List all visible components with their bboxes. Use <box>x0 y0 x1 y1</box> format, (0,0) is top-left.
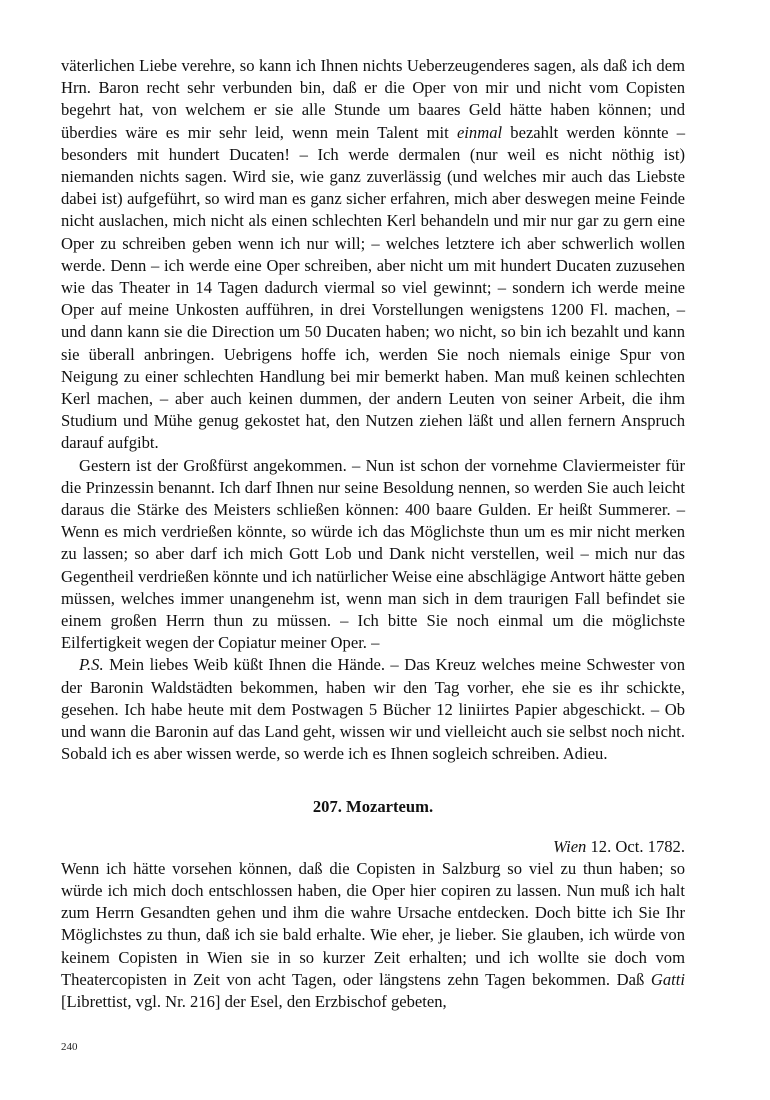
text-run: [Librettist, vgl. Nr. 216] der Esel, den Erzbischof gebeten, <box>61 991 447 1011</box>
postscript-label: P.S. <box>79 655 104 675</box>
date-text: 12. Oct. 1782. <box>586 836 685 856</box>
paragraph-letter-206-postscript <box>61 654 685 765</box>
emphasis-gatti: Gatti <box>650 969 685 989</box>
text-run: Wenn ich hätte vorsehen können, daß die Copisten in Salzburg so viel zu thun haben; so würde ich mich doch entschlossen haben, die Oper hier copiren zu lassen. Nun muß ich halt zum Herrn Gesandten gehen und ihm die wahre Ursache entdecken. Doch bitte ich Sie Ihr Möglichstes zu thun, daß ich sie bald erhalte. Wie eher, je lieber. Sie glauben, ich würde von keinem Copisten in Wien sie in so kurzer Zeit erhalten; und ich wollte sie doch vom Theatercopisten in Zeit von acht Tagen, oder längstens zehn Tagen bekommen. Daß <box>61 858 685 989</box>
paragraph-letter-206-1 <box>61 55 685 455</box>
page-text <box>61 55 685 1013</box>
letter-heading: 207. Mozarteum. <box>312 796 434 816</box>
text-run: bezahlt werden könnte – besonders mit hundert Ducaten! – Ich werde dermalen (nur weil es nicht nöthig ist) niemanden nichts sagen. Wird sie, wie ganz zuverlässig (und welches mir auch das Liebste dabei ist) aufgeführt, so wird man es ganz sicher erfahren, mich aber deswegen meine Feinde nicht auslachen, mich nicht als einen schlechten Kerl behandeln und mir nur gar zu gern eine Oper zu schreiben geben wenn ich nur will; – welches letztere ich aber schwerlich wollen werde. Denn – ich werde eine Oper schreiben, aber nicht um mit hundert Ducaten zuzusehen wie das Theater in 14 Tagen dadurch viermal so viel gewinnt; – sondern ich werde meine Oper auf meine Unkosten aufführen, in drei Vorstellungen wenigstens 1200 Fl. machen, – und dann kann sie die Direction um 50 Ducaten haben; wo nicht, so bin ich bezahlt und kann sie überall anbringen. Uebrigens hoffe ich, werden Sie noch niemals einige Spur von Neigung zu einer schlechten Handlung bei mir bemerkt haben. Man muß keinen schlechten Kerl machen, – aber auch keinen dummen, der andern Leuten von seiner Arbeit, die ihm Studium und Mühe genug gekostet hat, den Nutzen ziehen läßt und allen fernern Anspruch darauf aufgibt. <box>61 122 686 453</box>
paragraph-letter-206-2: Gestern ist der Großfürst angekommen. – Nun ist schon der vornehme Claviermeister für die Prinzessin benannt. Ich darf Ihnen nur seine Besoldung nennen, so werden Sie auch leicht daraus die Stärke des Meisters schließen können: 400 baare Gulden. Er heißt Summerer. – Wenn es mich verdrießen könnte, so würde ich das Möglichste thun um es mir nicht merken zu lassen; so aber darf ich mich Gott Lob und Dank nicht verstellen, weil – mich nur das Gegentheil verdrießen könnte und ich natürlicher Weise eine abschlägige Antwort hätte geben müssen, welches immer unangenehm ist, wenn man sich in dem traurigen Fall befindet sie einem großen Herrn thun zu müssen. – Ich bitte Sie noch einmal um die möglichste Eilfertigkeit wegen der Copiatur meiner Oper. – <box>61 455 685 653</box>
emphasis-einmal: einmal <box>456 122 503 142</box>
text-run: väterlichen Liebe verehre, so kann ich Ihnen nichts Ueberzeugenderes sagen, als daß ich dem Hrn. Baron recht sehr verbunden bin, daß er die Oper von mir und nicht vom Copisten begehrt hat, von welchem er sie alle Stunde um baares Geld hätte haben können; und überdies wäre es mir sehr leid, wenn mein Talent mit <box>61 56 685 142</box>
text-run: Mein liebes Weib küßt Ihnen die Hände. – Das Kreuz welches meine Schwester von der Baronin Waldstädten bekommen, haben wir den Tag vorher, ehe sie es ihr schickte, gesehen. Ich habe heute mit dem Postwagen 5 Bücher 12 liniirtes Papier abgeschickt. – Ob und wann die Baronin auf das Land geht, wissen wir und vielleicht auch sie selbst noch nicht. Sobald ich es aber wissen werde, so werde ich es Ihnen sogleich schreiben. Adieu. <box>61 655 685 764</box>
date-place: Wien <box>553 836 587 856</box>
paragraph-letter-207-1 <box>61 858 685 1013</box>
letter-dateline <box>61 836 685 858</box>
page-number: 240 <box>61 1041 78 1053</box>
